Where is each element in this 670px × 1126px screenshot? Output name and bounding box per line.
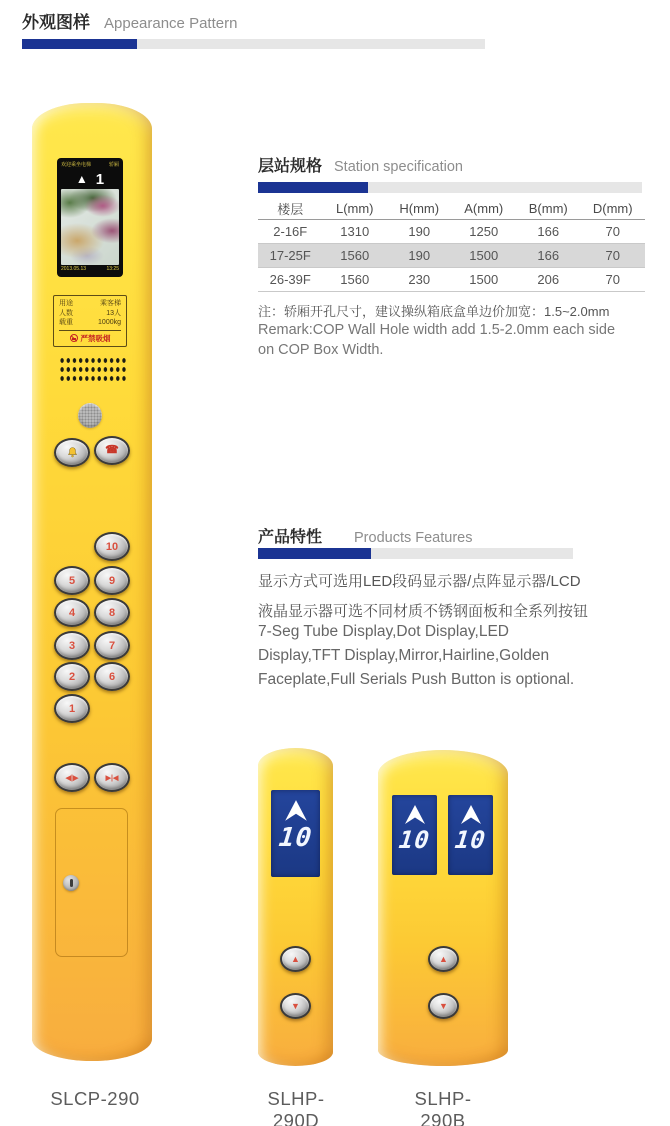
table-row-shaded <box>258 244 645 268</box>
hall-down-button <box>280 993 311 1019</box>
floor-button-label: 2 <box>68 670 76 683</box>
cell: 1560 <box>340 272 370 287</box>
cop-panel <box>32 103 152 1061</box>
hall-lcd-display-right <box>448 795 493 875</box>
intercom-button <box>94 436 130 465</box>
intercom-speaker <box>78 403 102 428</box>
cell: 70 <box>605 248 620 263</box>
hall-up-button <box>428 946 459 972</box>
floor-button-label: 3 <box>68 639 76 652</box>
col-header-B: B(mm) <box>528 200 568 216</box>
station-bar-navy <box>258 182 368 193</box>
features-en-line: Display,TFT Display,Mirror,Hairline,Golden <box>258 647 550 664</box>
floor-button-10 <box>94 532 130 561</box>
info-label: 人数 <box>59 309 73 317</box>
cell: 166 <box>537 224 560 239</box>
cell: 230 <box>408 272 431 287</box>
note-english <box>258 321 670 360</box>
hall-panel-290d <box>258 748 333 1066</box>
speaker-grille <box>58 355 126 383</box>
hall-floor-number: 10 <box>277 823 314 853</box>
features-cn-line: 显示方式可选用LED段码显示器/点阵显示器/LCD <box>258 573 581 590</box>
floor-button-label: 8 <box>108 606 116 619</box>
station-spec-table <box>258 197 645 292</box>
floor-button-9 <box>94 566 130 595</box>
info-row-load <box>59 318 121 328</box>
key-switch <box>63 875 79 891</box>
down-arrow-icon: ▼ <box>291 1001 300 1011</box>
table-header-row <box>258 197 645 220</box>
page-header <box>22 8 237 33</box>
cell: 166 <box>537 248 560 263</box>
cell: 17-25F <box>269 248 311 263</box>
lcd-time: 13:25 <box>106 266 119 272</box>
header-bar-gray <box>137 39 485 49</box>
features-bar-gray <box>371 548 573 559</box>
floor-button-label: 9 <box>108 574 116 587</box>
cell: 1310 <box>340 224 370 239</box>
features-text-chinese <box>258 567 588 627</box>
features-title-cn: 产品特性 <box>258 529 323 546</box>
bell-icon <box>66 446 79 459</box>
floor-button-4 <box>54 598 90 627</box>
cell: 1560 <box>340 248 370 263</box>
up-arrow-icon <box>403 804 427 826</box>
col-header-A: A(mm) <box>464 200 504 216</box>
up-arrow-icon: ▲ <box>439 954 448 964</box>
cell: 26-39F <box>269 272 311 287</box>
station-spec-title-cn: 层站规格 <box>258 158 323 175</box>
features-header <box>258 524 473 547</box>
cop-lcd-screen <box>57 158 123 277</box>
door-open-button <box>54 763 90 792</box>
info-label: 用途 <box>59 300 73 307</box>
info-row-purpose <box>59 299 121 309</box>
hall-panel-290b <box>378 750 508 1066</box>
floor-button-label: 7 <box>108 639 116 652</box>
floor-button-label: 6 <box>108 670 116 683</box>
model-label-slcp290: SLCP-290 <box>50 1088 140 1109</box>
up-arrow-icon <box>283 799 309 823</box>
features-en-line: 7-Seg Tube Display,Dot Display,LED <box>258 623 509 640</box>
lcd-corner-text: 轿厢 <box>108 162 119 168</box>
cell: 1250 <box>469 224 499 239</box>
table-row <box>258 268 645 292</box>
features-text-english <box>258 620 574 692</box>
cell: 70 <box>605 224 620 239</box>
info-value: 乘客梯 <box>100 300 121 307</box>
cell: 2-16F <box>273 224 308 239</box>
col-header-floor: 楼层 <box>277 201 304 217</box>
phone-icon: ☎ <box>105 444 119 456</box>
hall-floor-number: 10 <box>453 826 488 854</box>
cell: 1500 <box>469 272 499 287</box>
floor-button-2 <box>54 662 90 691</box>
note-chinese: 注：轿厢开孔尺寸，建议操纵箱底盒单边价加宽：1.5~2.0mm <box>258 304 610 319</box>
page-title-cn: 外观图样 <box>22 13 90 32</box>
no-smoking-row <box>59 333 121 344</box>
floor-button-7 <box>94 631 130 660</box>
cell: 1500 <box>469 248 499 263</box>
features-en-line: Faceplate,Full Serials Push Button is optional. <box>258 671 575 688</box>
lcd-welcome-text: 欢迎乘坐电梯 <box>61 162 92 168</box>
info-divider <box>59 330 121 331</box>
hall-lcd-display <box>271 790 320 877</box>
floor-button-3 <box>54 631 90 660</box>
station-spec-header <box>258 153 463 176</box>
header-accent-bar <box>22 39 485 49</box>
alarm-button <box>54 438 90 467</box>
door-close-button <box>94 763 130 792</box>
station-spec-accent-bar <box>258 182 642 193</box>
floor-button-5 <box>54 566 90 595</box>
info-value: 1000kg <box>98 319 121 326</box>
no-smoking-text: 严禁吸烟 <box>80 333 111 343</box>
floor-button-label: 1 <box>68 702 76 715</box>
table-row <box>258 220 645 244</box>
cell: 70 <box>605 272 620 287</box>
floor-button-label: 5 <box>68 574 76 587</box>
model-label-slhp290b: SLHP-290B <box>414 1088 472 1126</box>
cell: 190 <box>408 224 431 239</box>
info-label: 载重 <box>59 319 73 326</box>
col-header-H: H(mm) <box>399 200 440 216</box>
lcd-status-row <box>61 161 119 169</box>
note-english-line: Remark:COP Wall Hole width add 1.5-2.0mm each side <box>258 322 616 338</box>
features-title-en: Products Features <box>354 530 473 546</box>
features-accent-bar <box>258 548 573 559</box>
features-cn-line: 液晶显示器可选不同材质不锈钢面板和全系列按钮 <box>258 603 589 620</box>
features-bar-navy <box>258 548 371 559</box>
lcd-floor-number: 1 <box>95 170 105 188</box>
header-bar-navy <box>22 39 137 49</box>
down-arrow-icon: ▼ <box>439 1001 448 1011</box>
door-close-icon: ▶|◀ <box>105 774 119 782</box>
hall-down-button <box>428 993 459 1019</box>
door-open-icon: ◀|▶ <box>65 774 79 782</box>
floor-button-1 <box>54 694 90 723</box>
no-smoking-icon <box>70 334 78 342</box>
lcd-direction-row <box>61 169 119 189</box>
up-arrow-icon <box>459 804 483 826</box>
note-english-line: on COP Box Width. <box>258 341 384 358</box>
floor-button-label: 4 <box>68 606 76 619</box>
hall-floor-number: 10 <box>397 826 432 854</box>
station-spec-title-en: Station specification <box>334 159 463 175</box>
station-bar-gray <box>368 182 642 193</box>
cell: 206 <box>537 272 560 287</box>
info-row-persons <box>59 309 121 319</box>
up-arrow-icon: ▲ <box>75 172 88 186</box>
page-title-en: Appearance Pattern <box>104 15 238 32</box>
lcd-datetime-row <box>61 265 119 274</box>
floor-button-6 <box>94 662 130 691</box>
up-arrow-icon: ▲ <box>291 954 300 964</box>
floor-button-8 <box>94 598 130 627</box>
floor-button-label: 10 <box>105 540 119 553</box>
info-value: 13人 <box>106 309 121 317</box>
cell: 190 <box>408 248 431 263</box>
capacity-info-plate <box>53 295 127 347</box>
lcd-photo-image <box>61 189 119 265</box>
lcd-date: 2013.05.13 <box>61 266 87 272</box>
model-label-slhp290d: SLHP-290D <box>267 1088 325 1126</box>
hall-up-button <box>280 946 311 972</box>
col-header-D: D(mm) <box>592 200 633 216</box>
col-header-L: L(mm) <box>335 200 374 216</box>
hall-lcd-display-left <box>392 795 437 875</box>
